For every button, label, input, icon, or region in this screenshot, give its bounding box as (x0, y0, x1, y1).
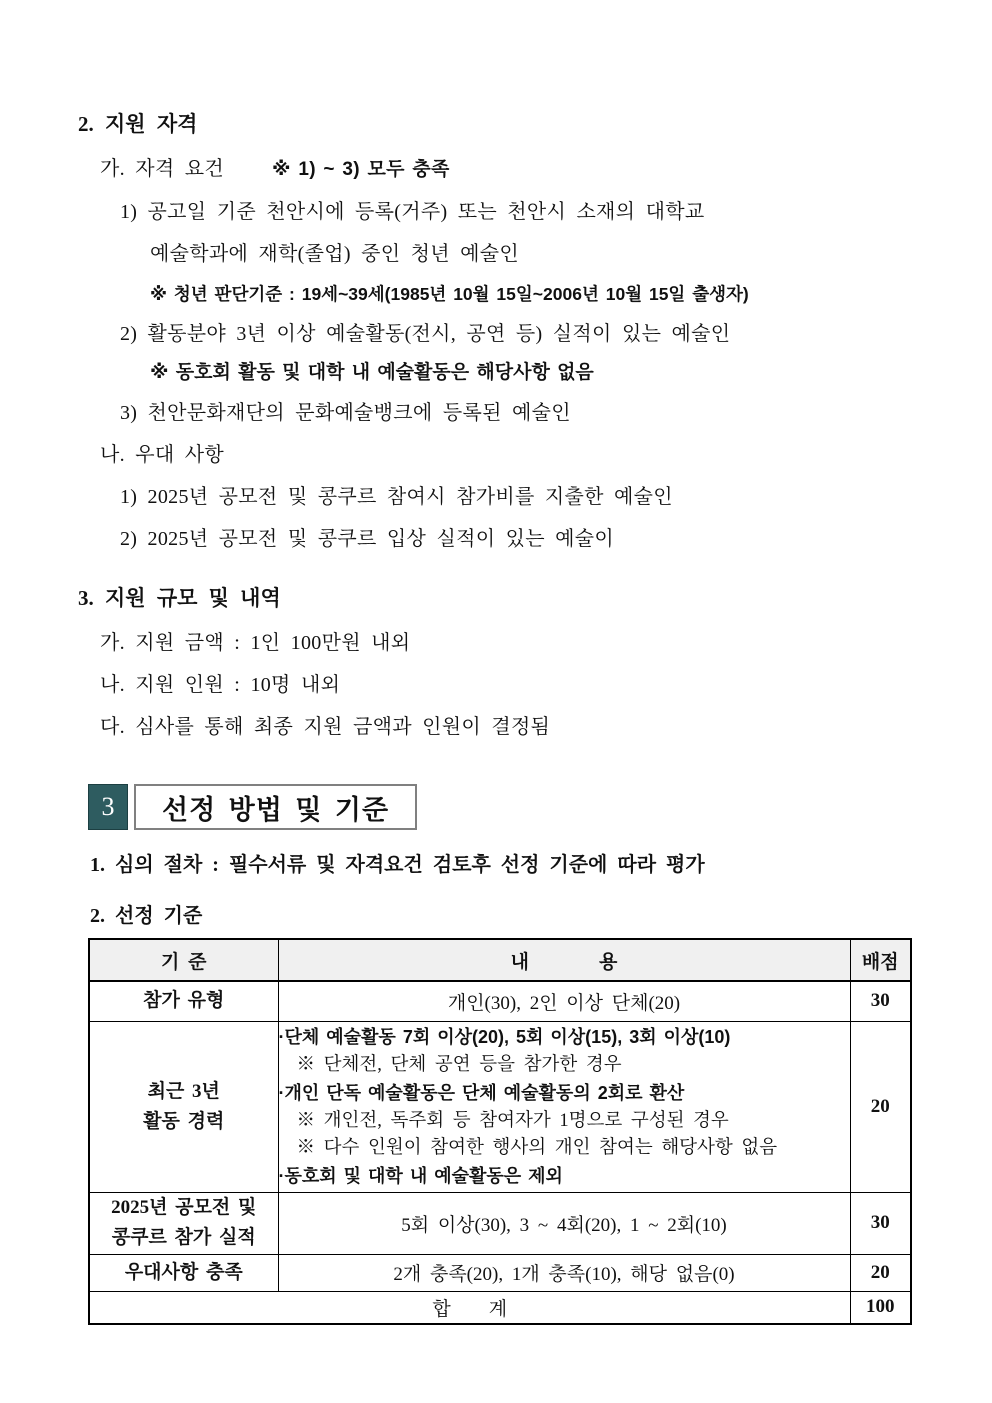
table-row-contest-record (89, 1192, 911, 1254)
row3-score: 30 (850, 1192, 911, 1254)
section2-item2: 2) 활동분야 3년 이상 예술활동(전시, 공연 등) 실적이 있는 예술인 (120, 323, 731, 345)
row4-score: 20 (850, 1254, 911, 1291)
section2-na-label: 나. 우대 사항 (100, 444, 224, 466)
section2-na-item1: 1) 2025년 공모전 및 콩쿠르 참여시 참가비를 지출한 예술인 (120, 486, 673, 508)
section2-heading: 2. 지원 자격 (78, 112, 198, 136)
row2-note1: ※ 단체전, 단체 공연 등을 참가한 경우 (296, 1054, 622, 1075)
row4-content: 2개 충족(20), 1개 충족(10), 해당 없음(0) (278, 1254, 850, 1291)
row4-criterion: 우대사항 충족 (89, 1254, 278, 1291)
row2-bullet3: ·동호회 및 대학 내 예술활동은 제외 (278, 1165, 563, 1186)
section2-item1-line2: 예술학과에 재학(졸업) 중인 청년 예술인 (150, 243, 520, 265)
row3-criterion-line1: 2025년 공모전 및 (111, 1197, 257, 1218)
section2-na-item2: 2) 2025년 공모전 및 콩쿠르 입상 실적이 있는 예술이 (120, 528, 615, 550)
table-row-recent-activity (89, 1021, 911, 1192)
criteria-table-header-row (89, 939, 911, 981)
row2-content (278, 1021, 850, 1192)
criteria-table (88, 938, 912, 1325)
selection-procedure-line: 1. 심의 절차 : 필수서류 및 자격요건 검토후 선정 기준에 따라 평가 (90, 854, 705, 876)
row1-content: 개인(30), 2인 이상 단체(20) (278, 981, 850, 1021)
row3-criterion (89, 1192, 278, 1254)
header-score: 배점 (850, 939, 911, 981)
row2-criterion-line1: 최근 3년 (147, 1080, 220, 1102)
section3-heading: 3. 지원 규모 및 내역 (78, 586, 281, 610)
header-content: 내 용 (278, 939, 850, 981)
row1-criterion: 참가 유형 (89, 981, 278, 1021)
header-criterion: 기 준 (89, 939, 278, 981)
row2-criterion-line2: 활동 경력 (143, 1110, 225, 1132)
table-row-participation-type (89, 981, 911, 1021)
row2-note3: ※ 다수 인원이 참여한 행사의 개인 참여는 해당사항 없음 (296, 1137, 778, 1158)
section2-ga-label: 가. 자격 요건 (100, 158, 224, 180)
banner-title: 선정 방법 및 기준 (134, 784, 417, 830)
row3-criterion-line2: 콩쿠르 참가 실적 (111, 1227, 256, 1248)
row2-criterion (89, 1021, 278, 1192)
row3-content: 5회 이상(30), 3 ~ 4회(20), 1 ~ 2회(10) (278, 1192, 850, 1254)
row1-score: 30 (850, 981, 911, 1021)
table-row-preference (89, 1254, 911, 1291)
row2-bullet2: ·개인 단독 예술활동은 단체 예술활동의 2회로 환산 (278, 1082, 685, 1103)
selection-banner (88, 784, 992, 830)
row2-note2: ※ 개인전, 독주회 등 참여자가 1명으로 구성된 경우 (296, 1110, 729, 1131)
row2-bullet1: ·단체 예술활동 7회 이상(20), 5회 이상(15), 3회 이상(10) (278, 1026, 731, 1047)
total-score: 100 (850, 1291, 911, 1324)
section2-item2-note: ※ 동호회 활동 및 대학 내 예술활동은 해당사항 없음 (150, 362, 594, 383)
section2-item3: 3) 천안문화재단의 문화예술뱅크에 등록된 예술인 (120, 402, 571, 424)
total-label: 합 계 (89, 1291, 850, 1324)
table-footer-total-row (89, 1291, 911, 1324)
banner-number-badge: 3 (88, 784, 128, 830)
section2-ga-line (100, 156, 992, 183)
section2-ga-note: ※ 1) ~ 3) 모두 충족 (272, 159, 450, 180)
section3-item-da: 다. 심사를 통해 최종 지원 금액과 인원이 결정됨 (100, 716, 551, 738)
section2-item1-line1: 1) 공고일 기준 천안시에 등록(거주) 또는 천안시 소재의 대학교 (120, 201, 705, 223)
row2-score: 20 (850, 1021, 911, 1192)
section2-item1-note: ※ 청년 판단기준 : 19세~39세(1985년 10월 15일~2006년 10월 15일 출생자) (150, 284, 749, 304)
section3-item-na: 나. 지원 인원 : 10명 내외 (100, 674, 341, 696)
selection-criteria-line: 2. 선정 기준 (90, 905, 203, 927)
section3-item-ga: 가. 지원 금액 : 1인 100만원 내외 (100, 632, 411, 654)
